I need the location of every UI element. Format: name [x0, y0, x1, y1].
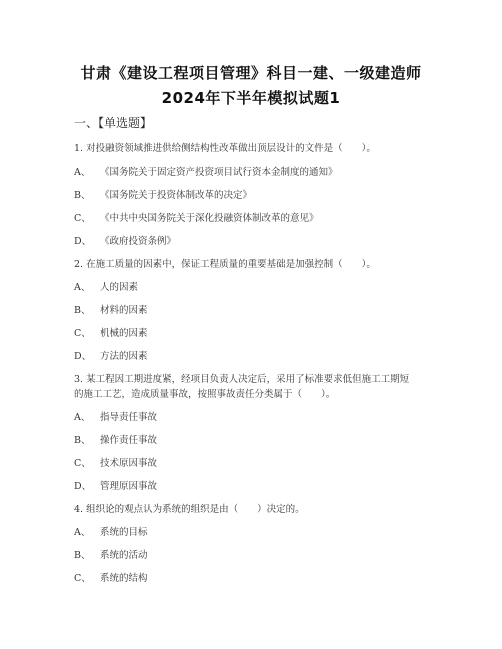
question-3-option-b — [74, 432, 157, 446]
option-letter: D、 — [74, 236, 92, 247]
option-text: 机械的因素 — [100, 328, 148, 339]
question-1-stem: 1. 对投融资领域推进供给侧结构性改革做出顶层设计的文件是（ ）。 — [74, 143, 376, 154]
document-title-line1: 甘肃《建设工程项目管理》科目一建、一级建造师 — [80, 64, 422, 82]
option-letter: B、 — [74, 550, 91, 561]
question-2-stem: 2. 在施工质量的因素中，保证工程质量的重要基础是加强控制（ ）。 — [74, 259, 376, 270]
option-letter: B、 — [74, 435, 91, 446]
section-heading: 一、【单选题】 — [74, 116, 153, 130]
option-letter: C、 — [74, 458, 91, 469]
question-4-stem: 4. 组织论的观点认为系统的组织是由（ ）决定的。 — [74, 504, 305, 515]
option-letter: B、 — [74, 305, 91, 316]
option-text: 指导责任事故 — [100, 412, 158, 423]
option-letter: A、 — [74, 167, 91, 178]
question-3-option-d — [74, 478, 157, 492]
option-text: 《政府投资条例》 — [100, 236, 177, 247]
document-title-line2: 2024年下半年模拟试题1 — [161, 89, 341, 107]
option-letter: A、 — [74, 282, 91, 293]
option-text: 操作责任事故 — [100, 435, 158, 446]
option-text: 系统的结构 — [100, 573, 148, 584]
option-letter: A、 — [74, 412, 91, 423]
option-text: 材料的因素 — [100, 305, 148, 316]
option-text: 《国务院关于投资体制改革的决定》 — [100, 190, 253, 201]
option-text: 管理原因事故 — [100, 481, 158, 492]
question-3-option-a — [74, 409, 157, 423]
question-3-stem-line1: 3. 某工程因工期进度紧，经项目负责人决定后，采用了标准要求低但施工工期短 — [74, 374, 410, 385]
option-letter: C、 — [74, 573, 91, 584]
option-text: 技术原因事故 — [100, 458, 158, 469]
question-4-option-a — [74, 524, 148, 538]
question-2-option-d — [74, 348, 148, 362]
option-letter: D、 — [74, 481, 92, 492]
option-letter: B、 — [74, 190, 91, 201]
question-2-option-c — [74, 325, 148, 339]
question-1-option-d — [74, 233, 176, 247]
question-3-stem-line2: 的施工工艺，造成质量事故，按照事故责任分类属于（ ）。 — [74, 389, 336, 400]
question-2-option-a — [74, 279, 138, 293]
option-text: 《中共中央国务院关于深化投融资体制改革的意见》 — [100, 213, 319, 224]
option-text: 《国务院关于固定资产投资项目试行资本金制度的通知》 — [100, 167, 338, 178]
question-1-option-a — [74, 164, 338, 178]
question-1-option-b — [74, 187, 252, 201]
option-letter: C、 — [74, 328, 91, 339]
question-3-option-c — [74, 455, 157, 469]
option-text: 系统的活动 — [100, 550, 148, 561]
option-letter: C、 — [74, 213, 91, 224]
question-4-option-c — [74, 570, 148, 584]
option-letter: D、 — [74, 351, 92, 362]
option-text: 人的因素 — [100, 282, 139, 293]
option-letter: A、 — [74, 527, 91, 538]
option-text: 方法的因素 — [100, 351, 148, 362]
question-4-option-b — [74, 547, 148, 561]
question-2-option-b — [74, 302, 148, 316]
option-text: 系统的目标 — [100, 527, 148, 538]
question-1-option-c — [74, 210, 319, 224]
